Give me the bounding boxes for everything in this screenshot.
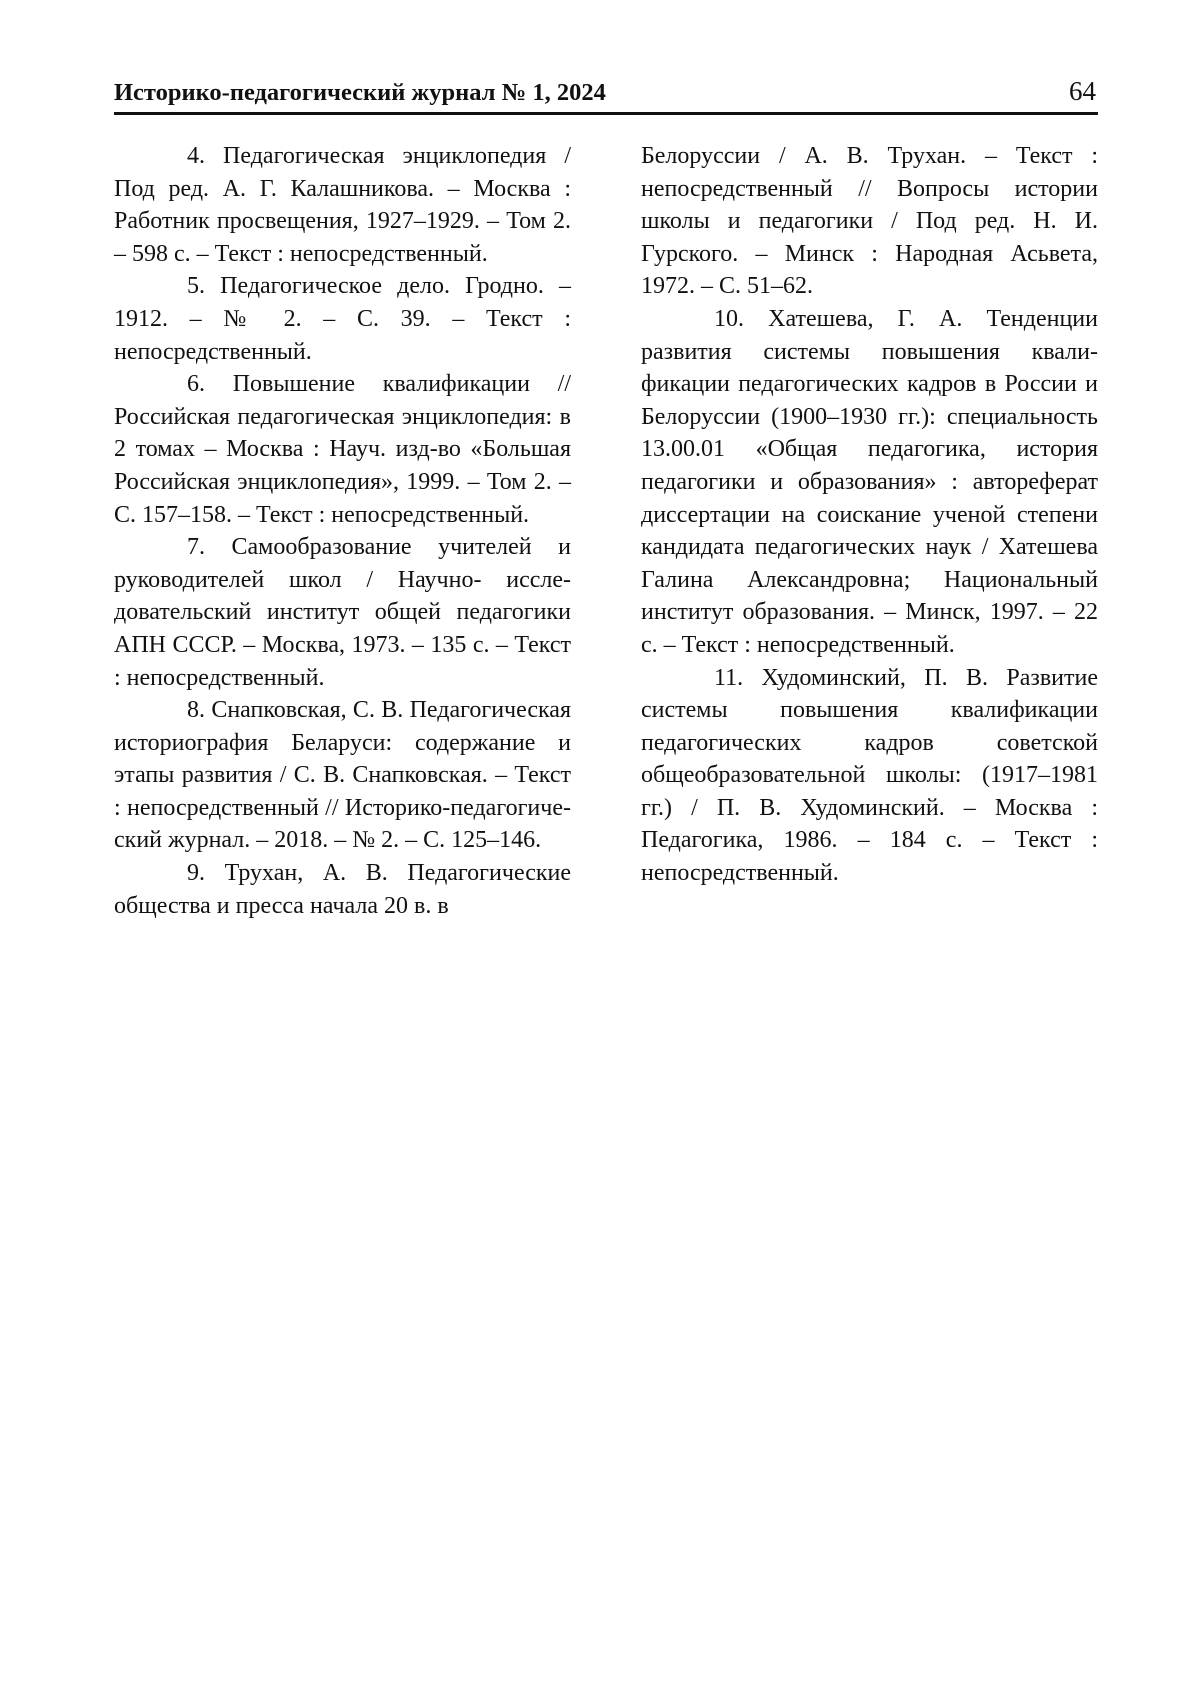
reference-item: 8. Снапковская, С. В. Педагогическая историография Беларуси: содержание и этапы развития / С. В. Снапковская. – Текст : непосредственный // Историко-педагогический журнал. – 2018. – № 2. – С. 125–146. — [114, 697, 571, 854]
reference-item: 6. Повышение квалификации // Российская педагогическая энциклопедия: в 2 томах – Москва : Науч. изд-во «Большая Российская энциклопедия», 1999. – Том 2. – С. 157–158. – Текст : непосредственный. — [114, 371, 571, 528]
page-header — [114, 74, 1098, 115]
reference-item: 4. Педагогическая энциклопедия / Под ред. А. Г. Калашникова. – Москва : Работник просвещения, 1927–1929. – Том 2. – 598 с. – Текст : непосредственный. — [114, 143, 571, 267]
reference-item: 9. Трухан, А. В. Педагогические общества и пресса начала 20 в. в — [114, 860, 571, 919]
reference-item: 5. Педагогическое дело. Гродно. – 1912. – № 2. – С. 39. – Текст : непосредственный. — [114, 273, 571, 365]
reference-item: 7. Самообразование учителей и руководителей школ / Научно- исследовательский институт общей педагогики АПН СССР. – Москва, 1973. – 135 с. – Текст : непосредственный. — [114, 534, 571, 691]
references-left-column — [114, 140, 571, 922]
reference-item-continuation: Белоруссии / А. В. Трухан. – Текст : непосредственный // Вопросы истории школы и педагогики / Под ред. Н. И. Гурского. – Минск : Народная Асьвета, 1972. – С. 51–62. — [641, 143, 1098, 300]
references-right-column — [641, 140, 1098, 890]
journal-title: Историко-педагогический журнал № 1, 2024 — [114, 79, 606, 106]
page-number: 64 — [1069, 76, 1096, 106]
reference-item: 11. Худоминский, П. В. Развитие системы повышения квалификации педагогических кадров советской общеобразовательной школы: (1917–1981 гг.) / П. В. Худоминский. – Москва : Педагогика, 1986. – 184 с. – Текст : непосредственный. — [641, 664, 1098, 887]
reference-item: 10. Хатешева, Г. А. Тенденции развития системы повышения квалификации педагогических кадров в России и Белоруссии (1900–1930 гг.): специальность 13.00.01 «Общая педагогика, история педагогики и образования» : автореферат диссертации на соискание ученой степени кандидата педагогических наук / Хатешева Галина Александровна; Национальный институт образования. – Минск, 1997. – 22 с. – Текст : непосредственный. — [641, 305, 1098, 658]
